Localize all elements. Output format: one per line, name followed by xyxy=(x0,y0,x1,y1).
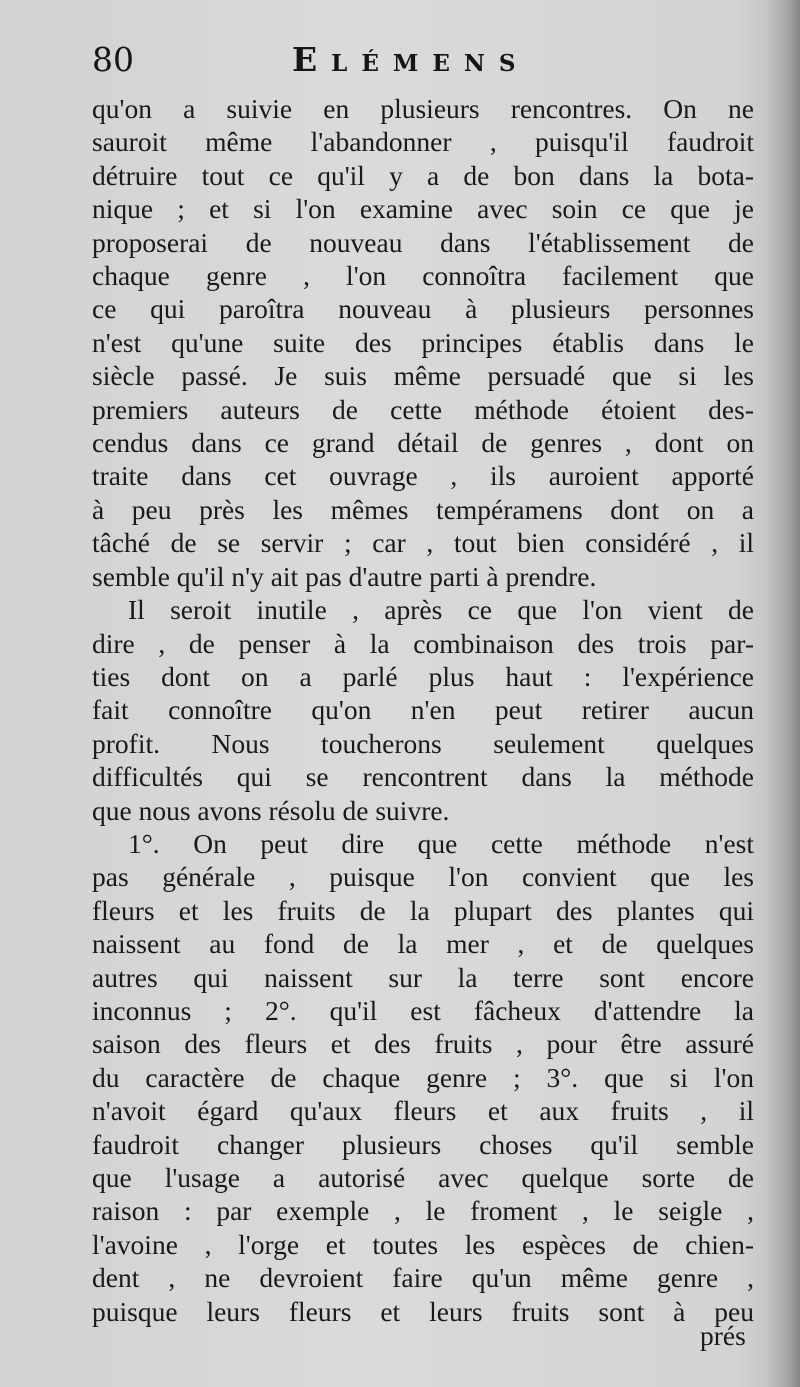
text-line: chaque genre , l'on connoîtra facilement que xyxy=(92,260,754,292)
page-header xyxy=(92,40,752,88)
text-line: que nous avons résolu de suivre. xyxy=(92,794,450,826)
text-line: cendus dans ce grand détail de genres , dont on xyxy=(92,427,754,459)
text-line: difficultés qui se rencontrent dans la méthode xyxy=(92,761,754,793)
text-line: n'est qu'une suite des principes établis dans le xyxy=(92,326,754,358)
text-line: naissent au fond de la mer , et de quelques xyxy=(92,928,754,960)
text-line: ce qui paroîtra nouveau à plusieurs personnes xyxy=(92,293,754,325)
text-line: raison : par exemple , le froment , le seigle , xyxy=(92,1195,754,1227)
body-text xyxy=(92,92,754,1328)
text-line: qu'on a suivie en plusieurs rencontres. On ne xyxy=(92,93,754,124)
text-line: proposerai de nouveau dans l'établissement de xyxy=(92,226,754,258)
text-line: profit. Nous toucherons seulement quelques xyxy=(92,727,754,759)
text-line: premiers auteurs de cette méthode étoient des- xyxy=(92,393,754,425)
page-number: 80 xyxy=(92,40,134,79)
binding-shadow xyxy=(766,0,800,1387)
text-line: 1°. On peut dire que cette méthode n'est xyxy=(128,827,754,859)
text-line: sauroit même l'abandonner , puisqu'il faudroit xyxy=(92,126,754,158)
text-line: faudroit changer plusieurs choses qu'il semble xyxy=(92,1128,754,1160)
text-line: tâché de se servir ; car , tout bien considéré , il xyxy=(92,527,754,559)
text-line: fleurs et les fruits de la plupart des plantes qui xyxy=(92,894,754,926)
text-line: ties dont on a parlé plus haut : l'expérience xyxy=(92,660,754,692)
running-title: Elémens xyxy=(292,40,530,79)
text-line: fait connoître qu'on n'en peut retirer aucun xyxy=(92,694,754,726)
text-line: saison des fleurs et des fruits , pour être assuré xyxy=(92,1028,754,1060)
text-line: nique ; et si l'on examine avec soin ce que je xyxy=(92,193,754,225)
text-line: semble qu'il n'y ait pas d'autre parti à prendre. xyxy=(92,560,597,592)
text-line: à peu près les mêmes tempéramens dont on a xyxy=(92,493,754,525)
text-line: puisque leurs fleurs et leurs fruits sont à peu xyxy=(92,1295,754,1327)
text-line: pas générale , puisque l'on convient que les xyxy=(92,861,754,893)
text-line: n'avoit égard qu'aux fleurs et aux fruits , il xyxy=(92,1095,754,1127)
text-line: dent , ne devroient faire qu'un même genre , xyxy=(92,1262,754,1294)
text-line: Il seroit inutile , après ce que l'on vient de xyxy=(128,594,754,626)
text-line: dire , de penser à la combinaison des trois par- xyxy=(92,627,754,659)
text-line: siècle passé. Je suis même persuadé que si les xyxy=(92,360,754,392)
text-line: que l'usage a autorisé avec quelque sorte de xyxy=(92,1162,754,1193)
text-line: l'avoine , l'orge et toutes les espèces de chien- xyxy=(92,1228,754,1260)
text-line: traite dans cet ouvrage , ils auroient apporté xyxy=(92,460,754,492)
text-line: inconnus ; 2°. qu'il est fâcheux d'attendre la xyxy=(92,994,754,1026)
catchword: prés xyxy=(700,1320,746,1351)
text-line: détruire tout ce qu'il y a de bon dans la bota- xyxy=(92,159,754,191)
text-line: du caractère de chaque genre ; 3°. que si l'on xyxy=(92,1061,754,1093)
text-line: autres qui naissent sur la terre sont encore xyxy=(92,961,754,993)
